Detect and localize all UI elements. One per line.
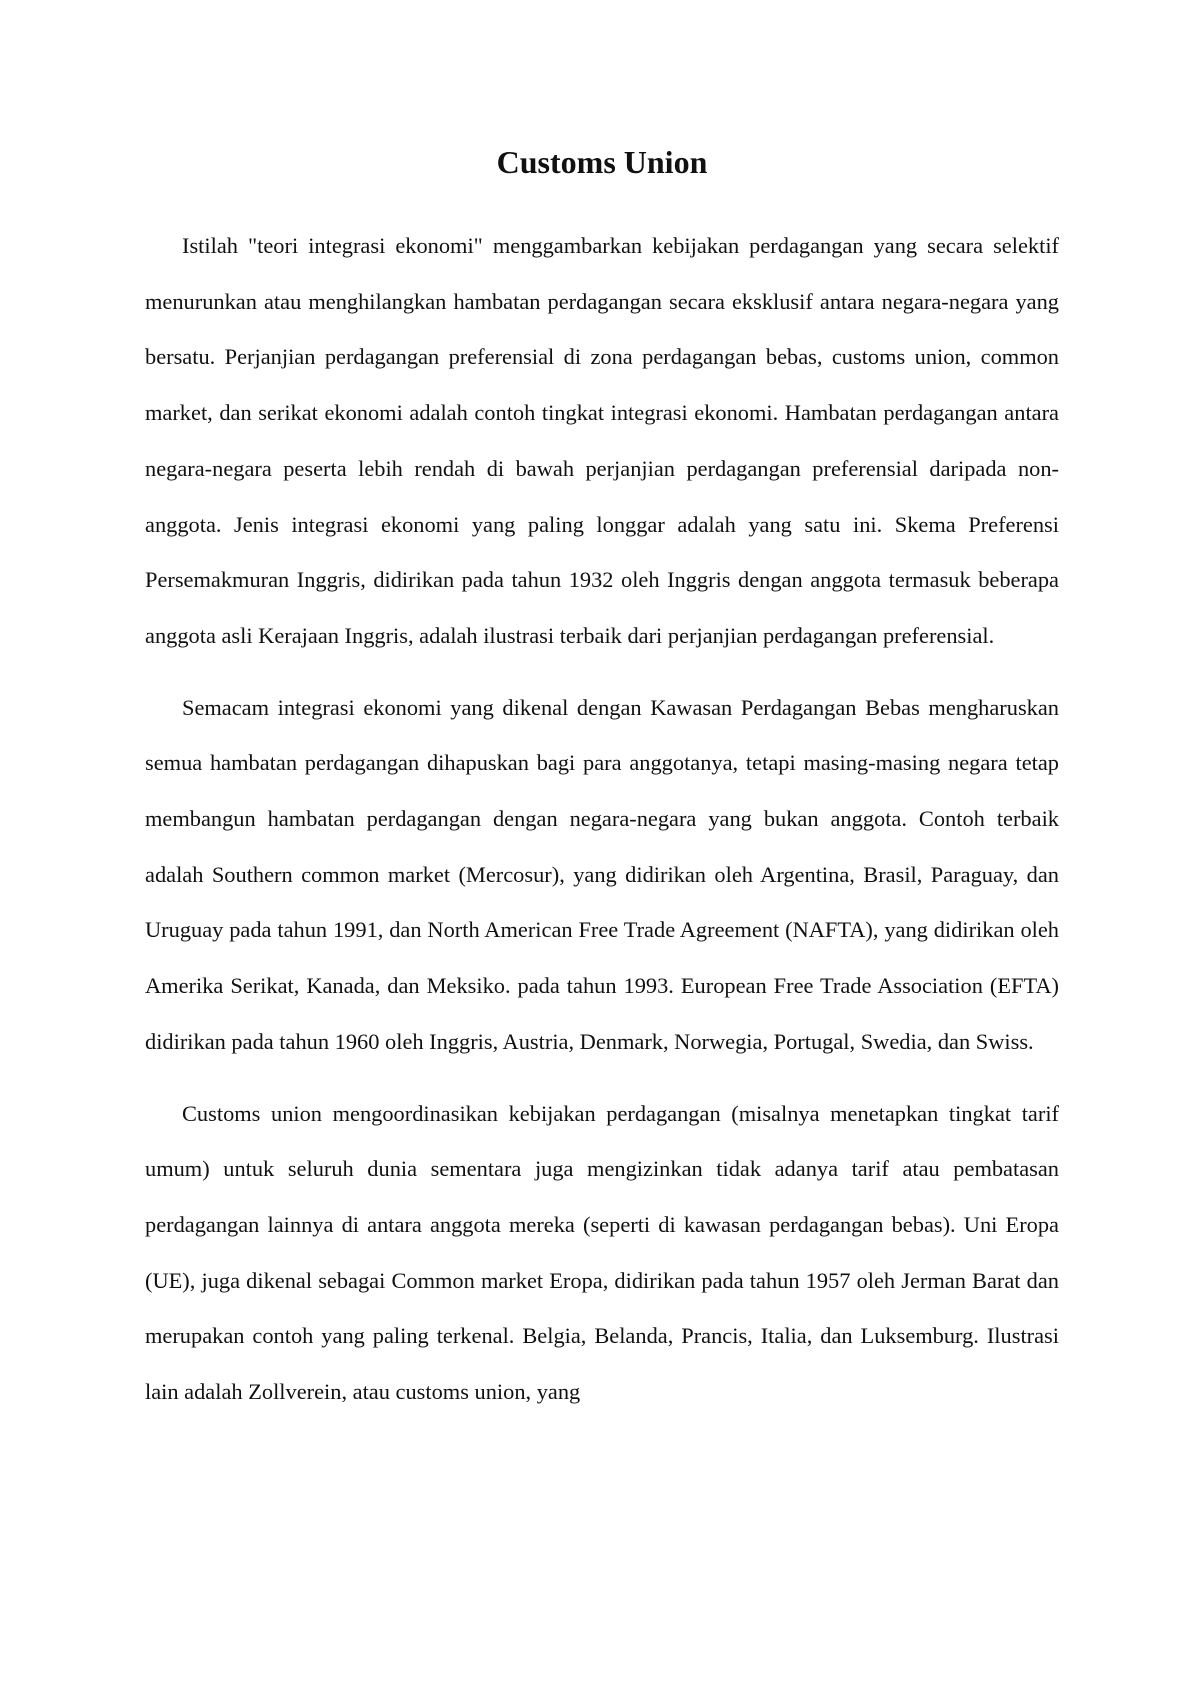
paragraph-1: Istilah "teori integrasi ekonomi" menggambarkan kebijakan perdagangan yang secara selektif menurunkan atau menghilangkan hambatan perdagangan secara eksklusif antara negara-negara yang bersatu. Perjanjian perdagangan preferensial di zona perdagangan bebas, customs union, common market, dan serikat ekonomi adalah contoh tingkat integrasi ekonomi. Hambatan perdagangan antara negara-negara peserta lebih rendah di bawah perjanjian perdagangan preferensial daripada non-anggota. Jenis integrasi ekonomi yang paling longgar adalah yang satu ini. Skema Preferensi Persemakmuran Inggris, didirikan pada tahun 1932 oleh Inggris dengan anggota termasuk beberapa anggota asli Kerajaan Inggris, adalah ilustrasi terbaik dari perjanjian perdagangan preferensial.	[145, 233, 1059, 648]
document-page	[145, 140, 1059, 1436]
paragraph-2: Semacam integrasi ekonomi yang dikenal dengan Kawasan Perdagangan Bebas mengharuskan semua hambatan perdagangan dihapuskan bagi para anggotanya, tetapi masing-masing negara tetap membangun hambatan perdagangan dengan negara-negara yang bukan anggota. Contoh terbaik adalah Southern common market (Mercosur), yang didirikan oleh Argentina, Brasil, Paraguay, dan Uruguay pada tahun 1991, dan North American Free Trade Agreement (NAFTA), yang didirikan oleh Amerika Serikat, Kanada, dan Meksiko. pada tahun 1993. European Free Trade Association (EFTA) didirikan pada tahun 1960 oleh Inggris, Austria, Denmark, Norwegia, Portugal, Swedia, dan Swiss.	[145, 694, 1059, 1054]
page-title: Customs Union	[496, 144, 708, 180]
paragraph-3: Customs union mengoordinasikan kebijakan perdagangan (misalnya menetapkan tingkat tarif umum) untuk seluruh dunia sementara juga mengizinkan tidak adanya tarif atau pembatasan perdagangan lainnya di antara anggota mereka (seperti di kawasan perdagangan bebas). Uni Eropa (UE), juga dikenal sebagai Common market Eropa, didirikan pada tahun 1957 oleh Jerman Barat dan merupakan contoh yang paling terkenal. Belgia, Belanda, Prancis, Italia, dan Luksemburg. Ilustrasi lain adalah Zollverein, atau customs union, yang	[145, 1100, 1059, 1405]
